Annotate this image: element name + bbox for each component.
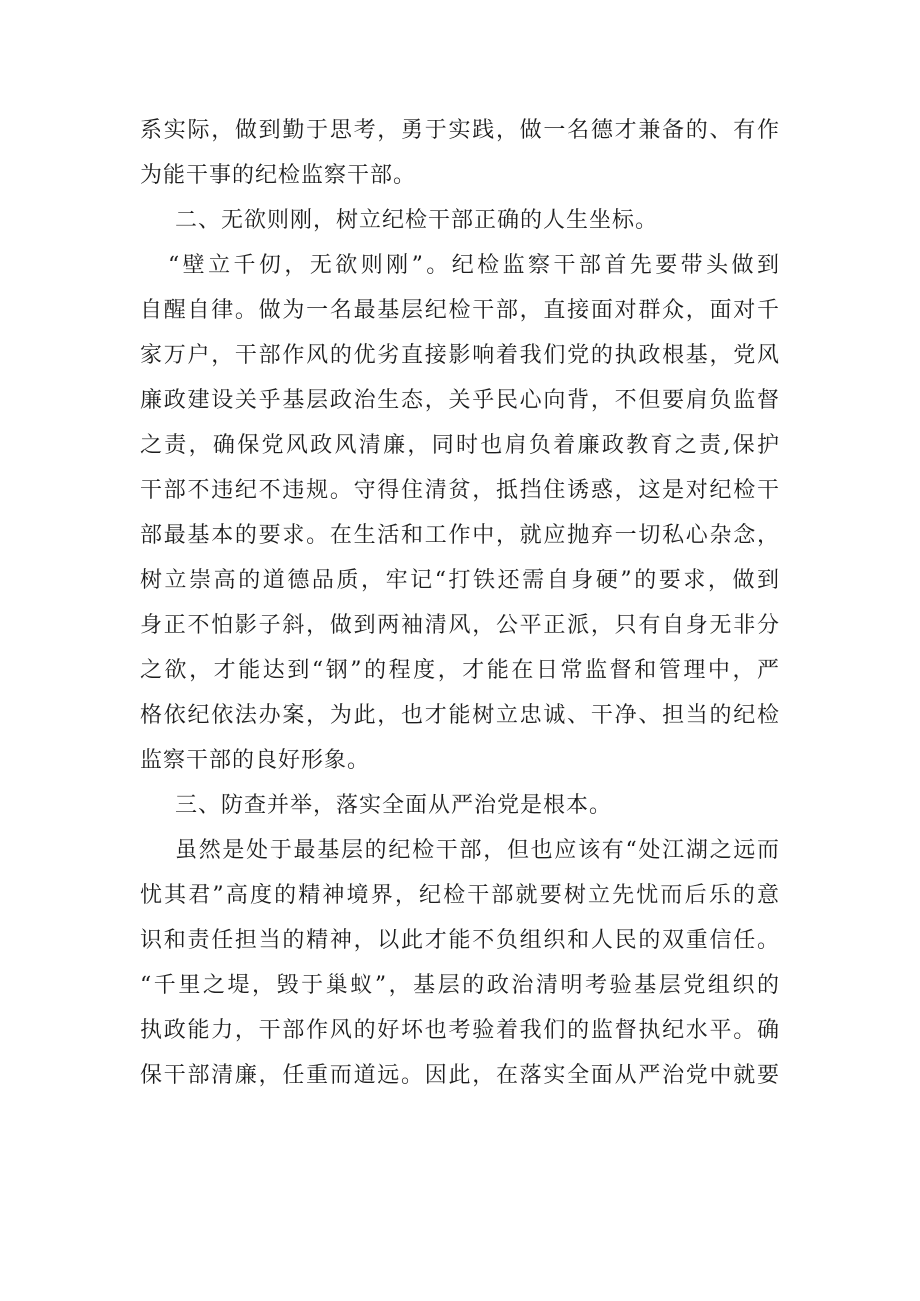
text-line: 家万户，干部作风的优劣直接影响着我们党的执政根基，党风 bbox=[140, 343, 780, 368]
text-line: “千里之堤，毁于巢蚁”，基层的政治清明考验基层党组织的 bbox=[140, 973, 780, 998]
text-line: 为能干事的纪检监察干部。 bbox=[140, 163, 417, 188]
text-line: 身正不怕影子斜，做到两袖清风，公平正派，只有自身无非分 bbox=[140, 613, 780, 638]
text-line: 廉政建设关乎基层政治生态，关乎民心向背，不但要肩负监督 bbox=[140, 388, 780, 413]
text-line: 系实际，做到勤于思考，勇于实践，做一名德才兼备的、有作 bbox=[140, 118, 780, 143]
body-text bbox=[140, 108, 780, 1098]
text-line: 监察干部的良好形象。 bbox=[140, 748, 371, 773]
text-line: 自醒自律。做为一名最基层纪检干部，直接面对群众，面对千 bbox=[140, 298, 780, 323]
text-line: 忧其君”高度的精神境界，纪检干部就要树立先忧而后乐的意 bbox=[140, 883, 780, 908]
section-heading: 三、防查并举，落实全面从严治党是根本。 bbox=[175, 793, 613, 818]
text-line: “壁立千仞，无欲则刚”。纪检监察干部首先要带头做到 bbox=[168, 253, 780, 278]
text-line: 识和责任担当的精神，以此才能不负组织和人民的双重信任。 bbox=[140, 928, 780, 953]
text-line: 部最基本的要求。在生活和工作中，就应抛弃一切私心杂念， bbox=[140, 523, 780, 548]
text-line: 干部不违纪不违规。守得住清贫，抵挡住诱惑，这是对纪检干 bbox=[140, 478, 780, 503]
text-line: 虽然是处于最基层的纪检干部，但也应该有“处江湖之远而 bbox=[175, 838, 780, 863]
text-line: 格依纪依法办案，为此，也才能树立忠诚、干净、担当的纪检 bbox=[140, 703, 780, 728]
text-line: 之欲，才能达到“钢”的程度，才能在日常监督和管理中，严 bbox=[140, 658, 780, 683]
section-heading: 二、无欲则刚，树立纪检干部正确的人生坐标。 bbox=[175, 208, 659, 233]
text-line: 保干部清廉，任重而道远。因此，在落实全面从严治党中就要 bbox=[140, 1063, 780, 1088]
text-line: 执政能力，干部作风的好坏也考验着我们的监督执纪水平。确 bbox=[140, 1018, 780, 1043]
text-line: 树立崇高的道德品质，牢记“打铁还需自身硬”的要求，做到 bbox=[140, 568, 780, 593]
text-line: 之责，确保党风政风清廉，同时也肩负着廉政教育之责,保护 bbox=[140, 433, 780, 458]
